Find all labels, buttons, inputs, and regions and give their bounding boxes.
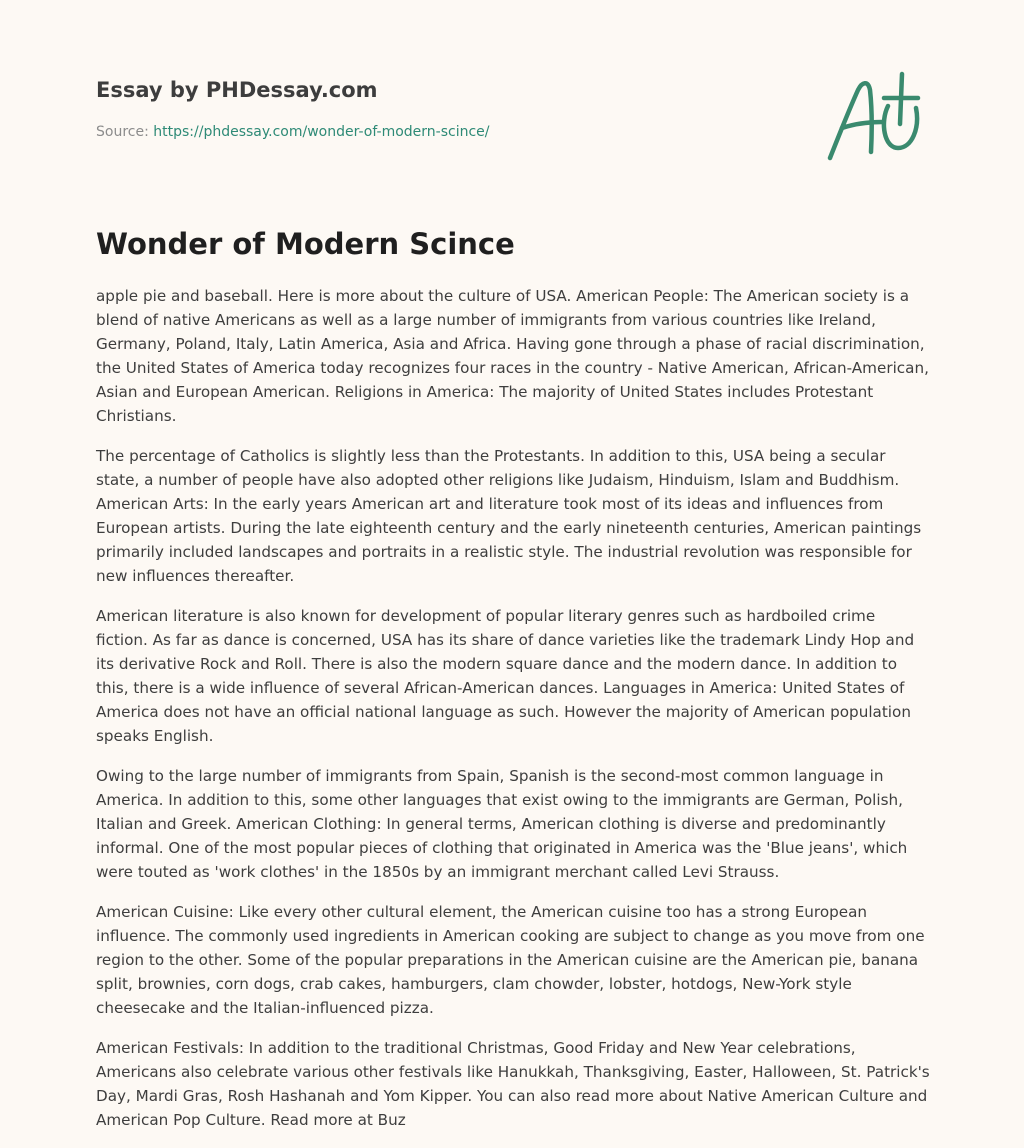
essay-title: Wonder of Modern Scince: [96, 227, 515, 261]
header: [96, 76, 696, 142]
essay-paragraph: Owing to the large number of immigrants from Spain, Spanish is the second-most common language in America. In addition to this, some other languages that exist owing to the immigrants are German, Polish, Italian and Greek. American Clothing: In general terms, American clothing is diverse and predominantly informal. One of the most popular pieces of clothing that originated in America was the 'Blue jeans', which were touted as 'work clothes' in the 1850s by an immigrant merchant called Levi Strauss.: [96, 767, 908, 881]
essay-paragraph: American literature is also known for development of popular literary genres such as hardboiled crime fiction. As far as dance is concerned, USA has its share of dance varieties like the trademark Lindy Hop and its derivative Rock and Roll. There is also the modern square dance and the modern dance. In addition to this, there is a wide influence of several African-American dances. Languages in America: United States of America does not have an official national language as such. However the majority of American population speaks English.: [96, 607, 915, 745]
site-title: Essay by PHDessay.com: [96, 78, 378, 102]
essay-paragraph: American Festivals: In addition to the traditional Christmas, Good Friday and New Year celebrations, Americans also celebrate various other festivals like Hanukkah, Thanksgiving, Easter, Halloween, St. Patrick's Day, Mardi Gras, Rosh Hashanah and Yom Kipper. You can also read more about Native American Culture and American Pop Culture. Read more at Buz: [96, 1039, 930, 1129]
essay-paragraph: The percentage of Catholics is slightly less than the Protestants. In addition to this, USA being a secular state, a number of people have also adopted other religions like Judaism, Hinduism, Islam and Buddhism. American Arts: In the early years American art and literature took most of its ideas and influences from European artists. During the late eighteenth century and the early nineteenth centuries, American paintings primarily included landscapes and portraits in a realistic style. The industrial revolution was responsible for new influences thereafter.: [96, 447, 922, 585]
source-label: Source:: [96, 124, 149, 140]
essay-body: [96, 284, 930, 1148]
a-plus-logo-icon: [822, 68, 926, 164]
essay-paragraph: apple pie and baseball. Here is more about the culture of USA. American People: The American society is a blend of native Americans as well as a large number of immigrants from various countries like Ireland, Germany, Poland, Italy, Latin America, Asia and Africa. Having gone through a phase of racial discrimination, the United States of America today recognizes four races in the country - Native American, African-American, Asian and European American. Religions in America: The majority of United States includes Protestant Christians.: [96, 287, 929, 425]
essay-paragraph: American Cuisine: Like every other cultural element, the American cuisine too has a strong European influence. The commonly used ingredients in American cooking are subject to change as you move from one region to the other. Some of the popular preparations in the American cuisine are the American pie, banana split, brownies, corn dogs, crab cakes, hamburgers, clam chowder, lobster, hotdogs, New-York style cheesecake and the Italian-influenced pizza.: [96, 903, 925, 1017]
source-line: [96, 122, 696, 142]
source-link[interactable]: https://phdessay.com/wonder-of-modern-scince/: [153, 124, 490, 140]
